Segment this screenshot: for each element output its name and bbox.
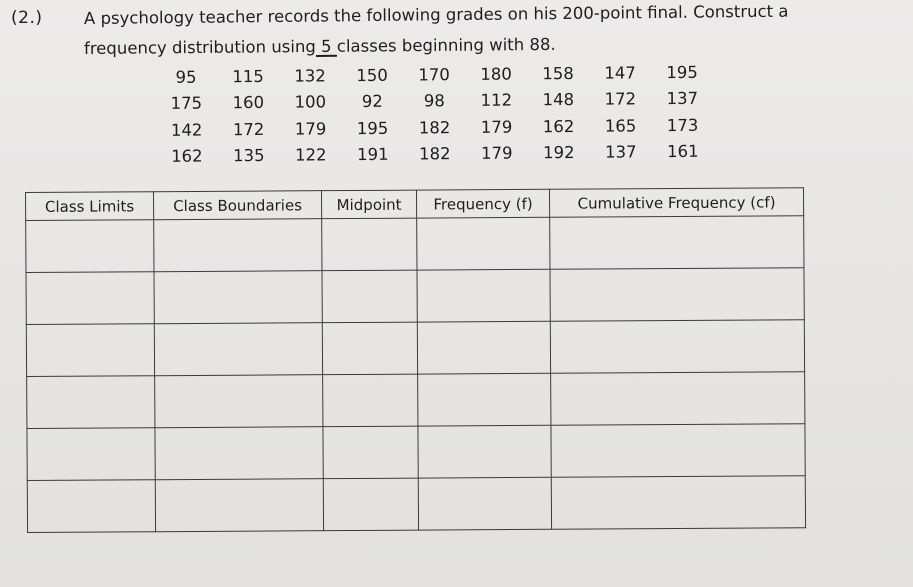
grade-value: 150	[356, 65, 388, 85]
grade-value: 142	[170, 120, 203, 140]
grade-value: 182	[418, 117, 451, 138]
table-row	[26, 216, 804, 273]
midpoint-cell[interactable]	[323, 426, 418, 479]
grade-value: 158	[542, 63, 574, 84]
class-boundaries-cell[interactable]	[155, 479, 323, 532]
grade-value: 135	[233, 146, 265, 166]
frequency-cell[interactable]	[417, 269, 550, 322]
grade-value: 137	[605, 142, 637, 162]
table-row	[27, 372, 805, 429]
grade-value: 95	[175, 67, 197, 87]
header-midpoint: Midpoint	[321, 190, 416, 219]
midpoint-cell[interactable]	[323, 374, 418, 427]
class-limits-cell[interactable]	[26, 324, 154, 377]
header-cumulative-frequency: Cumulative Frequency (cf)	[549, 188, 803, 218]
cumulative-frequency-cell[interactable]	[551, 372, 805, 426]
table-row	[27, 424, 805, 481]
grade-value: 182	[419, 144, 451, 164]
grade-value: 195	[666, 62, 698, 82]
class-boundaries-cell[interactable]	[155, 427, 323, 480]
grades-row	[156, 138, 714, 170]
header-class-boundaries: Class Boundaries	[154, 191, 322, 220]
frequency-cell[interactable]	[418, 425, 551, 478]
grade-value: 179	[480, 117, 513, 137]
grade-value: 115	[232, 66, 264, 87]
grade-value: 165	[604, 116, 637, 136]
class-boundaries-cell[interactable]	[154, 219, 322, 272]
frequency-cell[interactable]	[418, 477, 551, 530]
grade-value: 173	[666, 115, 699, 135]
cumulative-frequency-cell[interactable]	[550, 216, 804, 270]
grade-value: 172	[604, 89, 637, 109]
grade-value: 179	[294, 119, 327, 139]
grade-value: 161	[667, 142, 699, 162]
table-row	[26, 268, 804, 325]
grades-data-block	[155, 59, 714, 170]
grade-value: 192	[543, 143, 575, 163]
grade-value: 191	[357, 145, 389, 165]
class-limits-cell[interactable]	[27, 376, 155, 429]
grade-value: 170	[418, 64, 450, 85]
header-class-limits: Class Limits	[26, 192, 154, 221]
problem-number: (2.)	[11, 8, 43, 28]
problem-text-instruction: frequency distribution using	[83, 36, 316, 58]
grade-value: 122	[295, 145, 327, 165]
frequency-cell[interactable]	[417, 217, 550, 270]
grade-value: 147	[604, 63, 636, 83]
midpoint-cell[interactable]	[322, 218, 417, 271]
grade-value: 172	[232, 119, 265, 140]
grade-value: 137	[666, 89, 699, 109]
table-row	[27, 476, 805, 533]
class-limits-cell[interactable]	[27, 428, 155, 481]
table-row	[26, 320, 804, 377]
grade-value: 195	[356, 118, 389, 138]
problem-text-sentence-1: A psychology teacher records the following grades on his 200-point final. Construct a	[83, 1, 789, 28]
class-count-blank: 5	[315, 36, 337, 56]
grade-value: 180	[480, 64, 512, 84]
midpoint-cell[interactable]	[322, 270, 417, 323]
class-boundaries-cell[interactable]	[154, 323, 322, 376]
grade-value: 162	[171, 146, 203, 167]
grade-value: 160	[232, 93, 265, 113]
grade-value: 100	[294, 92, 327, 112]
class-boundaries-cell[interactable]	[155, 375, 323, 428]
grade-value: 112	[480, 90, 513, 111]
frequency-cell[interactable]	[418, 373, 551, 426]
grade-value: 132	[294, 66, 326, 86]
grade-value: 98	[423, 91, 445, 111]
grade-value: 175	[170, 93, 203, 114]
grade-value: 162	[542, 116, 575, 137]
grade-value: 148	[542, 90, 575, 110]
class-boundaries-cell[interactable]	[154, 271, 322, 324]
problem-text-start-value: classes beginning with 88.	[336, 34, 556, 56]
midpoint-cell[interactable]	[323, 478, 418, 531]
frequency-cell[interactable]	[417, 321, 550, 374]
class-limits-cell[interactable]	[26, 220, 154, 273]
cumulative-frequency-cell[interactable]	[550, 268, 804, 322]
problem-text-line-2	[84, 35, 556, 58]
class-limits-cell[interactable]	[27, 480, 155, 533]
problem-text-line-1	[84, 2, 789, 28]
grade-value: 179	[481, 143, 513, 164]
midpoint-cell[interactable]	[322, 322, 417, 375]
class-limits-cell[interactable]	[26, 272, 154, 325]
cumulative-frequency-cell[interactable]	[551, 424, 805, 478]
cumulative-frequency-cell[interactable]	[551, 476, 805, 530]
header-frequency: Frequency (f)	[416, 189, 549, 218]
cumulative-frequency-cell[interactable]	[550, 320, 804, 374]
grade-value: 92	[361, 92, 383, 112]
frequency-distribution-table	[25, 187, 806, 533]
